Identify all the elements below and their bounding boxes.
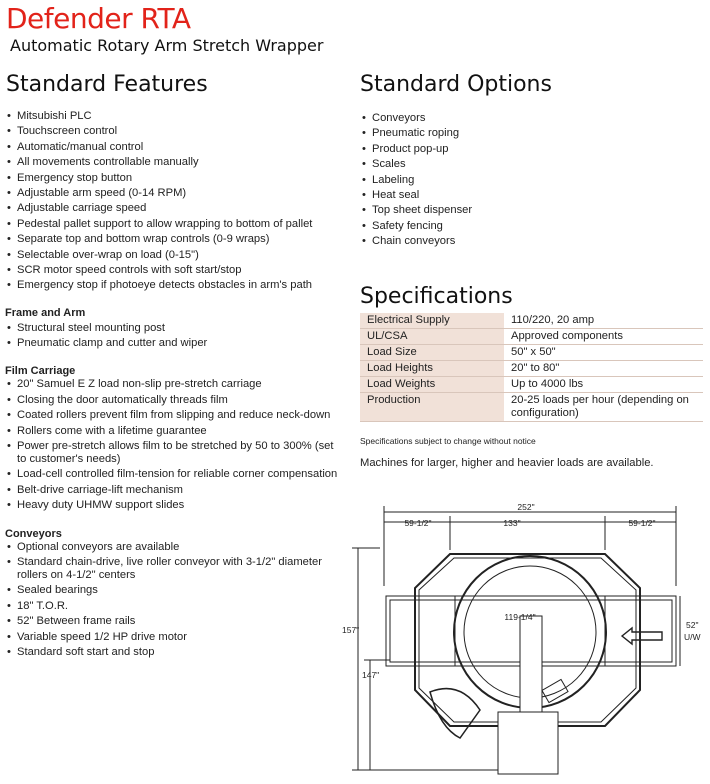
conveyor-item: • Standard soft start and stop <box>5 646 345 659</box>
film-carriage-item: • Load-cell controlled film-tension for reliable corner compensation <box>5 468 345 481</box>
layout-drawing <box>340 500 710 784</box>
spec-key: UL/CSA <box>360 329 504 345</box>
feature-item: • Touchscreen control <box>5 125 345 138</box>
spec-key: Load Weights <box>360 377 504 393</box>
feature-item: • Emergency stop if photoeye detects obstacles in arm's path <box>5 279 345 292</box>
spec-row <box>360 329 703 345</box>
film-carriage-item: • Closing the door automatically threads film <box>5 394 345 407</box>
frame-arm-list <box>5 322 345 350</box>
film-carriage-item: • 20" Samuel E Z load non-slip pre-stretch carriage <box>5 378 345 391</box>
option-item: • Pneumatic roping <box>360 127 660 140</box>
flow-arrow <box>622 628 662 644</box>
conveyors-heading: Conveyors <box>5 527 62 540</box>
film-carriage-item: • Heavy duty UHMW support slides <box>5 499 345 512</box>
frame-arm-item: • Structural steel mounting post <box>5 322 345 335</box>
frame-arm-heading: Frame and Arm <box>5 306 86 319</box>
dim-right-label: 59-1/2" <box>628 518 656 528</box>
product-title: Defender RTA <box>6 2 191 35</box>
conveyors-list <box>5 541 345 659</box>
spec-row <box>360 393 703 422</box>
film-carriage-item: • Power pre-stretch allows film to be stretched by 50 to 300% (set to customer's needs) <box>5 440 345 466</box>
feature-item: • SCR motor speed controls with soft start/stop <box>5 264 345 277</box>
spec-value: 20" to 80" <box>511 362 560 374</box>
option-item: • Conveyors <box>360 112 660 125</box>
feature-item: • Adjustable arm speed (0-14 RPM) <box>5 187 345 200</box>
options-list <box>360 112 660 251</box>
spec-key: Production <box>360 393 504 422</box>
conveyor-item: • 18" T.O.R. <box>5 600 345 613</box>
option-item: • Top sheet dispenser <box>360 204 660 217</box>
dim-arm-label: 119-1/4" <box>504 612 536 622</box>
option-item: • Scales <box>360 158 660 171</box>
conveyor-item: • Sealed bearings <box>5 584 345 597</box>
spec-value: Up to 4000 lbs <box>511 378 584 390</box>
conveyor-item: • Standard chain-drive, live roller conveyor with 3-1/2" diameter rollers on 4-1/2" centers <box>5 556 345 582</box>
feature-item: • Separate top and bottom wrap controls (0-9 wraps) <box>5 233 345 246</box>
frame-arm-section <box>5 307 345 350</box>
spec-key: Load Heights <box>360 361 504 377</box>
film-carriage-item: • Rollers come with a lifetime guarantee <box>5 425 345 438</box>
spec-row <box>360 361 703 377</box>
option-item: • Product pop-up <box>360 143 660 156</box>
specifications-heading: Specifications <box>360 284 513 309</box>
dim-uw-label: U/W <box>684 632 701 642</box>
dim-mid-label: 133" <box>503 518 521 528</box>
conveyor-item: • Optional conveyors are available <box>5 541 345 554</box>
frame-arm-item: • Pneumatic clamp and cutter and wiper <box>5 337 345 350</box>
specifications-note: Specifications subject to change without notice <box>360 436 536 446</box>
larger-machines-note: Machines for larger, higher and heavier loads are available. <box>360 457 654 469</box>
feature-item: • Pedestal pallet support to allow wrapping to bottom of pallet <box>5 218 345 231</box>
spec-row <box>360 345 703 361</box>
spec-value: 20-25 loads per hour (depending on configuration) <box>511 394 689 419</box>
film-carriage <box>430 689 480 738</box>
dim-width-label: 52" <box>686 620 699 630</box>
conveyor-item: • 52" Between frame rails <box>5 615 345 628</box>
spec-row <box>360 377 703 393</box>
option-item: • Safety fencing <box>360 220 660 233</box>
feature-item: • All movements controllable manually <box>5 156 345 169</box>
film-carriage-item: • Coated rollers prevent film from slipping and reduce neck-down <box>5 409 345 422</box>
feature-item: • Mitsubishi PLC <box>5 110 345 123</box>
film-carriage-section <box>5 365 345 512</box>
features-column <box>5 110 345 661</box>
film-carriage-item: • Belt-drive carriage-lift mechanism <box>5 484 345 497</box>
conveyor-item: • Variable speed 1/2 HP drive motor <box>5 631 345 644</box>
spec-row <box>360 313 703 329</box>
options-heading: Standard Options <box>360 72 552 97</box>
dim-left-label: 59-1/2" <box>404 518 432 528</box>
feature-item: • Adjustable carriage speed <box>5 202 345 215</box>
spec-value: 50" x 50" <box>511 346 556 358</box>
dim-total-label: 252" <box>517 502 535 512</box>
spec-value: Approved components <box>511 330 623 342</box>
spec-value: 110/220, 20 amp <box>511 314 595 326</box>
spec-key: Electrical Supply <box>360 313 504 329</box>
dim-height-label: 157" <box>342 625 360 635</box>
dim-inner-label: 147" <box>362 670 380 680</box>
option-item: • Heat seal <box>360 189 660 202</box>
feature-item: • Selectable over-wrap on load (0-15") <box>5 249 345 262</box>
film-carriage-list <box>5 378 345 512</box>
feature-item: • Emergency stop button <box>5 172 345 185</box>
option-item: • Labeling <box>360 174 660 187</box>
option-item: • Chain conveyors <box>360 235 660 248</box>
product-subtitle: Automatic Rotary Arm Stretch Wrapper <box>10 36 324 55</box>
conveyors-section <box>5 528 345 659</box>
spec-key: Load Size <box>360 345 504 361</box>
features-heading: Standard Features <box>6 72 208 97</box>
features-list <box>5 110 345 292</box>
specifications-table <box>360 313 703 422</box>
film-carriage-heading: Film Carriage <box>5 365 76 378</box>
feature-item: • Automatic/manual control <box>5 141 345 154</box>
